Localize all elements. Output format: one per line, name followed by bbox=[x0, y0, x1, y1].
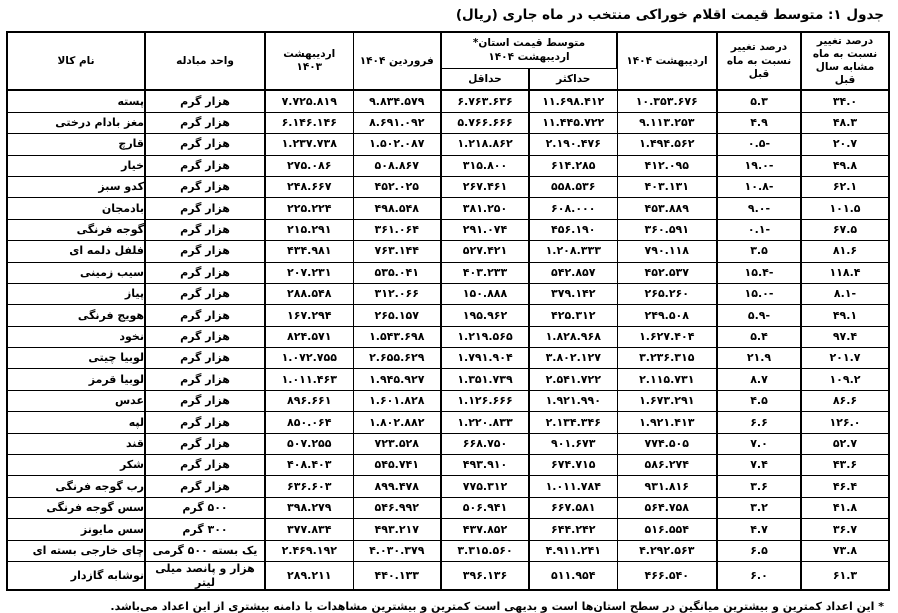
table-row bbox=[7, 326, 889, 347]
table-row bbox=[7, 348, 889, 369]
cell-farvardin-1404-price: ۵۴۵.۷۴۱ bbox=[353, 455, 441, 476]
cell-trade-unit: هزار گرم bbox=[145, 433, 265, 454]
cell-ordibehesht-1403-price: ۲۸۹.۲۱۱ bbox=[265, 561, 353, 590]
table-row bbox=[7, 283, 889, 304]
cell-min-price: ۳.۳۱۵.۵۶۰ bbox=[441, 540, 529, 561]
cell-max-price: ۲.۱۹۰.۴۷۶ bbox=[529, 134, 617, 155]
cell-farvardin-1404-price: ۴۵۲.۰۲۵ bbox=[353, 176, 441, 197]
header-province-price-title: متوسط قیمت استان* bbox=[472, 37, 586, 50]
cell-farvardin-1404-price: ۱.۸۰۲.۸۸۲ bbox=[353, 412, 441, 433]
cell-pct-change-year: ۴۳.۶ bbox=[801, 455, 889, 476]
cell-pct-change-year: ۵۲.۷ bbox=[801, 433, 889, 454]
cell-goods-name: خیار bbox=[7, 155, 145, 176]
cell-goods-name: لوبیا چیتی bbox=[7, 348, 145, 369]
cell-avg-price: ۵۶۴.۷۵۸ bbox=[617, 497, 717, 518]
cell-trade-unit: هزار گرم bbox=[145, 348, 265, 369]
header-pct-change-prev-line2: نسبت به ماه bbox=[726, 54, 792, 67]
table-row bbox=[7, 561, 889, 590]
table-row bbox=[7, 433, 889, 454]
cell-avg-price: ۴۵۲.۵۳۷ bbox=[617, 262, 717, 283]
cell-max-price: ۶۴۴.۲۴۲ bbox=[529, 519, 617, 540]
header-trade-unit: واحد مبادله bbox=[145, 32, 265, 91]
cell-max-price: ۹۰۱.۶۷۳ bbox=[529, 433, 617, 454]
cell-pct-change-prev: ۵.۴ bbox=[717, 326, 801, 347]
cell-avg-price: ۲۴۹.۵۰۸ bbox=[617, 305, 717, 326]
cell-avg-price: ۹.۱۱۳.۲۵۳ bbox=[617, 112, 717, 133]
cell-farvardin-1404-price: ۴۹۳.۲۱۷ bbox=[353, 519, 441, 540]
table-body bbox=[7, 90, 889, 590]
cell-pct-change-prev: ۸.۷ bbox=[717, 369, 801, 390]
cell-max-price: ۵۴۲.۸۵۷ bbox=[529, 262, 617, 283]
cell-ordibehesht-1403-price: ۱.۰۷۲.۷۵۵ bbox=[265, 348, 353, 369]
cell-pct-change-prev: ۵.۳ bbox=[717, 90, 801, 112]
cell-min-price: ۱.۲۱۹.۵۶۵ bbox=[441, 326, 529, 347]
cell-ordibehesht-1403-price: ۴۰۸.۴۰۳ bbox=[265, 455, 353, 476]
cell-max-price: ۶۶۷.۵۸۱ bbox=[529, 497, 617, 518]
table-row bbox=[7, 519, 889, 540]
cell-pct-change-year: ۸۶.۶ bbox=[801, 390, 889, 411]
cell-trade-unit: هزار گرم bbox=[145, 155, 265, 176]
header-pct-change-year-line1: درصد تغییر bbox=[816, 34, 874, 47]
cell-avg-price: ۴۰۳.۱۳۱ bbox=[617, 176, 717, 197]
cell-goods-name: سس گوجه فرنگی bbox=[7, 497, 145, 518]
cell-goods-name: لوبیا قرمز bbox=[7, 369, 145, 390]
header-pct-change-prev bbox=[717, 32, 801, 91]
cell-max-price: ۴۵۶.۱۹۰ bbox=[529, 219, 617, 240]
cell-ordibehesht-1403-price: ۷.۷۲۵.۸۱۹ bbox=[265, 90, 353, 112]
cell-pct-change-year: ۱۰۱.۵ bbox=[801, 198, 889, 219]
cell-farvardin-1404-price: ۷۶۳.۱۴۴ bbox=[353, 241, 441, 262]
cell-pct-change-prev: -۱۰.۸ bbox=[717, 176, 801, 197]
header-pct-change-year-line3: مشابه سال قبل bbox=[815, 61, 875, 87]
table-footnote: * این اعداد کمترین و بیشترین میانگین در سطح استان‌ها است و بدیهی است کمترین و بیشترین مشاهدات با دامنه بیشتری از این اعداد می‌باشد. bbox=[110, 600, 884, 613]
cell-pct-change-year: ۴۸.۳ bbox=[801, 112, 889, 133]
header-province-price-group bbox=[441, 32, 617, 69]
cell-pct-change-prev: ۶.۵ bbox=[717, 540, 801, 561]
cell-pct-change-year: ۴۶.۴ bbox=[801, 476, 889, 497]
cell-trade-unit: هزار گرم bbox=[145, 369, 265, 390]
cell-trade-unit: هزار گرم bbox=[145, 305, 265, 326]
cell-goods-name: لپه bbox=[7, 412, 145, 433]
cell-avg-price: ۴۶۶.۵۴۰ bbox=[617, 561, 717, 590]
cell-avg-price: ۹۳۱.۸۱۶ bbox=[617, 476, 717, 497]
cell-avg-price: ۱۰.۳۵۳.۶۷۶ bbox=[617, 90, 717, 112]
cell-ordibehesht-1403-price: ۸۲۴.۵۷۱ bbox=[265, 326, 353, 347]
cell-goods-name: نوشابه گازدار bbox=[7, 561, 145, 590]
cell-goods-name: نخود bbox=[7, 326, 145, 347]
table-row bbox=[7, 219, 889, 240]
cell-min-price: ۱.۷۹۱.۹۰۴ bbox=[441, 348, 529, 369]
cell-min-price: ۶۶۸.۷۵۰ bbox=[441, 433, 529, 454]
cell-max-price: ۴.۹۱۱.۲۴۱ bbox=[529, 540, 617, 561]
cell-farvardin-1404-price: ۷۲۳.۵۲۸ bbox=[353, 433, 441, 454]
cell-ordibehesht-1403-price: ۲۴۸.۶۶۷ bbox=[265, 176, 353, 197]
cell-pct-change-year: -۸.۱ bbox=[801, 283, 889, 304]
cell-pct-change-prev: ۳.۵ bbox=[717, 241, 801, 262]
table-row bbox=[7, 455, 889, 476]
cell-ordibehesht-1403-price: ۲۰۷.۲۳۱ bbox=[265, 262, 353, 283]
cell-trade-unit: هزار گرم bbox=[145, 241, 265, 262]
cell-avg-price: ۱.۴۹۴.۵۶۲ bbox=[617, 134, 717, 155]
cell-min-price: ۴۳۷.۸۵۲ bbox=[441, 519, 529, 540]
cell-trade-unit: ۳۰۰ گرم bbox=[145, 519, 265, 540]
cell-avg-price: ۷۷۴.۵۰۵ bbox=[617, 433, 717, 454]
cell-max-price: ۶۱۴.۲۸۵ bbox=[529, 155, 617, 176]
cell-max-price: ۴۲۵.۳۱۲ bbox=[529, 305, 617, 326]
cell-min-price: ۴۰۳.۲۳۳ bbox=[441, 262, 529, 283]
cell-pct-change-prev: ۶.۰ bbox=[717, 561, 801, 590]
cell-min-price: ۵۰۶.۹۴۱ bbox=[441, 497, 529, 518]
table-row bbox=[7, 369, 889, 390]
cell-avg-price: ۲.۱۱۵.۷۳۱ bbox=[617, 369, 717, 390]
cell-max-price: ۱۱.۴۴۵.۷۲۲ bbox=[529, 112, 617, 133]
cell-max-price: ۱.۸۲۸.۹۶۸ bbox=[529, 326, 617, 347]
table-row bbox=[7, 262, 889, 283]
cell-pct-change-year: ۶۷.۵ bbox=[801, 219, 889, 240]
table-row bbox=[7, 305, 889, 326]
cell-ordibehesht-1403-price: ۲۲۵.۲۲۴ bbox=[265, 198, 353, 219]
cell-min-price: ۷۷۵.۳۱۲ bbox=[441, 476, 529, 497]
cell-avg-price: ۴۱۲.۰۹۵ bbox=[617, 155, 717, 176]
cell-goods-name: قارچ bbox=[7, 134, 145, 155]
cell-pct-change-prev: -۱۵.۰ bbox=[717, 283, 801, 304]
cell-goods-name: هویج فرنگی bbox=[7, 305, 145, 326]
header-ordibehesht-1403: اردیبهشت ۱۴۰۳ bbox=[265, 32, 353, 91]
cell-trade-unit: هزار گرم bbox=[145, 219, 265, 240]
cell-goods-name: شکر bbox=[7, 455, 145, 476]
cell-ordibehesht-1403-price: ۶.۱۴۶.۱۴۶ bbox=[265, 112, 353, 133]
cell-pct-change-prev: -۱۹.۰ bbox=[717, 155, 801, 176]
cell-max-price: ۵۱۱.۹۵۴ bbox=[529, 561, 617, 590]
cell-pct-change-prev: -۵.۹ bbox=[717, 305, 801, 326]
cell-avg-price: ۴.۲۹۲.۵۶۳ bbox=[617, 540, 717, 561]
cell-min-price: ۴۹۳.۹۱۰ bbox=[441, 455, 529, 476]
cell-ordibehesht-1403-price: ۴۳۴.۹۸۱ bbox=[265, 241, 353, 262]
header-farvardin-1404: فروردین ۱۴۰۴ bbox=[353, 32, 441, 91]
cell-farvardin-1404-price: ۳۱۲.۰۶۶ bbox=[353, 283, 441, 304]
cell-pct-change-prev: ۴.۵ bbox=[717, 390, 801, 411]
cell-pct-change-year: ۶۱.۳ bbox=[801, 561, 889, 590]
table-row bbox=[7, 90, 889, 112]
cell-trade-unit: هزار گرم bbox=[145, 90, 265, 112]
cell-goods-name: مغز بادام درختی bbox=[7, 112, 145, 133]
cell-pct-change-prev: ۶.۶ bbox=[717, 412, 801, 433]
page-title: جدول ۱: متوسط قیمت اقلام خوراکی منتخب در ماه جاری (ریال) bbox=[455, 7, 884, 23]
cell-trade-unit: هزار گرم bbox=[145, 390, 265, 411]
cell-avg-price: ۷۹۰.۱۱۸ bbox=[617, 241, 717, 262]
cell-max-price: ۱.۲۰۸.۳۳۳ bbox=[529, 241, 617, 262]
cell-max-price: ۱.۰۱۱.۷۸۴ bbox=[529, 476, 617, 497]
table-row bbox=[7, 155, 889, 176]
cell-ordibehesht-1403-price: ۲۱۵.۲۹۱ bbox=[265, 219, 353, 240]
cell-pct-change-prev: ۷.۴ bbox=[717, 455, 801, 476]
cell-farvardin-1404-price: ۴.۰۳۰.۳۷۹ bbox=[353, 540, 441, 561]
cell-min-price: ۵.۷۶۶.۶۶۶ bbox=[441, 112, 529, 133]
cell-pct-change-year: ۶۲.۱ bbox=[801, 176, 889, 197]
cell-max-price: ۶۷۴.۷۱۵ bbox=[529, 455, 617, 476]
cell-goods-name: کدو سبز bbox=[7, 176, 145, 197]
cell-pct-change-year: ۳۴.۰ bbox=[801, 90, 889, 112]
cell-avg-price: ۱.۶۷۳.۲۹۱ bbox=[617, 390, 717, 411]
cell-pct-change-year: ۲۰۱.۷ bbox=[801, 348, 889, 369]
cell-goods-name: قند bbox=[7, 433, 145, 454]
cell-farvardin-1404-price: ۵۰۸.۸۶۷ bbox=[353, 155, 441, 176]
cell-min-price: ۲۶۷.۴۶۱ bbox=[441, 176, 529, 197]
table-row bbox=[7, 241, 889, 262]
cell-farvardin-1404-price: ۸۹۹.۴۷۸ bbox=[353, 476, 441, 497]
cell-goods-name: پیاز bbox=[7, 283, 145, 304]
cell-min-price: ۲۹۱.۰۷۴ bbox=[441, 219, 529, 240]
cell-trade-unit: یک بسته ۵۰۰ گرمی bbox=[145, 540, 265, 561]
cell-ordibehesht-1403-price: ۸۹۶.۶۶۱ bbox=[265, 390, 353, 411]
header-goods-name: نام کالا bbox=[7, 32, 145, 91]
cell-pct-change-prev: -۹.۰ bbox=[717, 198, 801, 219]
cell-max-price: ۱.۹۲۱.۹۹۰ bbox=[529, 390, 617, 411]
cell-min-price: ۶.۷۶۳.۶۳۶ bbox=[441, 90, 529, 112]
cell-min-price: ۱.۲۱۸.۸۶۲ bbox=[441, 134, 529, 155]
cell-min-price: ۵۲۷.۴۲۱ bbox=[441, 241, 529, 262]
food-price-table bbox=[6, 31, 890, 592]
cell-goods-name: رب گوجه فرنگی bbox=[7, 476, 145, 497]
cell-farvardin-1404-price: ۳۶۱.۰۶۴ bbox=[353, 219, 441, 240]
cell-max-price: ۵۵۸.۵۳۶ bbox=[529, 176, 617, 197]
cell-pct-change-year: ۱۰۹.۲ bbox=[801, 369, 889, 390]
cell-goods-name: گوجه فرنگی bbox=[7, 219, 145, 240]
cell-farvardin-1404-price: ۲۶۵.۱۵۷ bbox=[353, 305, 441, 326]
cell-pct-change-prev: ۲۱.۹ bbox=[717, 348, 801, 369]
cell-min-price: ۳۸۱.۲۵۰ bbox=[441, 198, 529, 219]
cell-min-price: ۱.۳۵۱.۷۳۹ bbox=[441, 369, 529, 390]
cell-ordibehesht-1403-price: ۱۶۷.۲۹۴ bbox=[265, 305, 353, 326]
cell-min-price: ۳۱۵.۸۰۰ bbox=[441, 155, 529, 176]
cell-pct-change-prev: ۷.۰ bbox=[717, 433, 801, 454]
cell-min-price: ۳۹۶.۱۳۶ bbox=[441, 561, 529, 590]
cell-trade-unit: هزار گرم bbox=[145, 262, 265, 283]
cell-ordibehesht-1403-price: ۵۰۷.۲۵۵ bbox=[265, 433, 353, 454]
cell-avg-price: ۳.۲۳۶.۳۱۵ bbox=[617, 348, 717, 369]
cell-min-price: ۱.۲۲۰.۸۳۳ bbox=[441, 412, 529, 433]
cell-max-price: ۲.۵۴۱.۷۲۲ bbox=[529, 369, 617, 390]
cell-trade-unit: هزار گرم bbox=[145, 112, 265, 133]
cell-pct-change-prev: ۳.۲ bbox=[717, 497, 801, 518]
cell-farvardin-1404-price: ۵۳۵.۰۴۱ bbox=[353, 262, 441, 283]
cell-pct-change-prev: ۳.۶ bbox=[717, 476, 801, 497]
cell-avg-price: ۱.۹۲۱.۴۱۳ bbox=[617, 412, 717, 433]
table-header bbox=[7, 32, 889, 91]
cell-trade-unit: هزار گرم bbox=[145, 198, 265, 219]
cell-farvardin-1404-price: ۱.۶۰۱.۸۲۸ bbox=[353, 390, 441, 411]
cell-min-price: ۱۹۵.۹۶۲ bbox=[441, 305, 529, 326]
cell-trade-unit: هزار گرم bbox=[145, 134, 265, 155]
cell-pct-change-year: ۱۱۸.۴ bbox=[801, 262, 889, 283]
header-avg-ordibehesht-1404: اردیبهشت ۱۴۰۴ bbox=[617, 32, 717, 91]
cell-farvardin-1404-price: ۲.۶۵۵.۶۲۹ bbox=[353, 348, 441, 369]
cell-max-price: ۳.۸۰۲.۱۲۷ bbox=[529, 348, 617, 369]
cell-trade-unit: هزار گرم bbox=[145, 476, 265, 497]
cell-min-price: ۱۵۰.۸۸۸ bbox=[441, 283, 529, 304]
cell-farvardin-1404-price: ۵۴۶.۹۹۲ bbox=[353, 497, 441, 518]
table-row bbox=[7, 112, 889, 133]
cell-pct-change-year: ۸۱.۶ bbox=[801, 241, 889, 262]
cell-pct-change-year: ۳۶.۷ bbox=[801, 519, 889, 540]
cell-ordibehesht-1403-price: ۳۷۷.۸۳۴ bbox=[265, 519, 353, 540]
cell-pct-change-prev: -۰.۱ bbox=[717, 219, 801, 240]
header-pct-change-year bbox=[801, 32, 889, 91]
header-pct-change-prev-line1: درصد تغییر bbox=[730, 41, 788, 54]
cell-pct-change-year: ۴۱.۸ bbox=[801, 497, 889, 518]
table-row bbox=[7, 412, 889, 433]
cell-avg-price: ۱.۶۲۷.۴۰۴ bbox=[617, 326, 717, 347]
cell-farvardin-1404-price: ۹.۸۳۴.۵۷۹ bbox=[353, 90, 441, 112]
cell-trade-unit: هزار گرم bbox=[145, 326, 265, 347]
cell-pct-change-prev: ۴.۹ bbox=[717, 112, 801, 133]
table-row bbox=[7, 390, 889, 411]
cell-pct-change-year: ۴۹.۸ bbox=[801, 155, 889, 176]
cell-goods-name: فلفل دلمه ای bbox=[7, 241, 145, 262]
cell-farvardin-1404-price: ۱.۵۰۲.۰۸۷ bbox=[353, 134, 441, 155]
header-pct-change-prev-line3: قبل bbox=[748, 67, 770, 80]
table-row bbox=[7, 134, 889, 155]
cell-trade-unit: هزار و پانصد میلی لیتر bbox=[145, 561, 265, 590]
cell-ordibehesht-1403-price: ۸۵۰.۰۶۴ bbox=[265, 412, 353, 433]
cell-pct-change-year: ۲۰.۷ bbox=[801, 134, 889, 155]
table-row bbox=[7, 176, 889, 197]
cell-pct-change-year: ۷۳.۸ bbox=[801, 540, 889, 561]
table-row bbox=[7, 476, 889, 497]
cell-goods-name: عدس bbox=[7, 390, 145, 411]
header-pct-change-year-line2: نسبت به ماه bbox=[812, 48, 878, 61]
cell-trade-unit: هزار گرم bbox=[145, 412, 265, 433]
header-min: حداقل bbox=[441, 69, 529, 91]
table-row bbox=[7, 497, 889, 518]
table-row bbox=[7, 540, 889, 561]
header-province-price-month: اردیبهشت ۱۴۰۴ bbox=[488, 50, 570, 63]
table-row bbox=[7, 198, 889, 219]
cell-avg-price: ۵۱۶.۵۵۴ bbox=[617, 519, 717, 540]
cell-farvardin-1404-price: ۸.۶۹۱.۰۹۲ bbox=[353, 112, 441, 133]
cell-pct-change-year: ۱۲۶.۰ bbox=[801, 412, 889, 433]
cell-goods-name: چای خارجی بسته ای bbox=[7, 540, 145, 561]
cell-avg-price: ۳۶۰.۵۹۱ bbox=[617, 219, 717, 240]
cell-ordibehesht-1403-price: ۲.۴۶۹.۱۹۲ bbox=[265, 540, 353, 561]
cell-farvardin-1404-price: ۱.۹۴۵.۹۲۷ bbox=[353, 369, 441, 390]
cell-farvardin-1404-price: ۱.۵۴۳.۶۹۸ bbox=[353, 326, 441, 347]
cell-ordibehesht-1403-price: ۳۹۸.۲۷۹ bbox=[265, 497, 353, 518]
cell-avg-price: ۲۶۵.۲۶۰ bbox=[617, 283, 717, 304]
cell-farvardin-1404-price: ۴۴۰.۱۳۳ bbox=[353, 561, 441, 590]
cell-pct-change-prev: ۴.۷ bbox=[717, 519, 801, 540]
cell-goods-name: پسته bbox=[7, 90, 145, 112]
cell-pct-change-year: ۹۷.۴ bbox=[801, 326, 889, 347]
cell-pct-change-prev: -۰.۵ bbox=[717, 134, 801, 155]
cell-trade-unit: هزار گرم bbox=[145, 176, 265, 197]
cell-pct-change-prev: -۱۵.۴ bbox=[717, 262, 801, 283]
cell-trade-unit: هزار گرم bbox=[145, 455, 265, 476]
cell-farvardin-1404-price: ۴۹۸.۵۴۸ bbox=[353, 198, 441, 219]
header-max: حداکثر bbox=[529, 69, 617, 91]
cell-max-price: ۳۷۹.۱۴۲ bbox=[529, 283, 617, 304]
cell-max-price: ۱۱.۶۹۸.۴۱۲ bbox=[529, 90, 617, 112]
cell-max-price: ۶۰۸.۰۰۰ bbox=[529, 198, 617, 219]
cell-ordibehesht-1403-price: ۲۷۵.۰۸۶ bbox=[265, 155, 353, 176]
cell-min-price: ۱.۱۲۶.۶۶۶ bbox=[441, 390, 529, 411]
cell-avg-price: ۵۸۶.۲۷۴ bbox=[617, 455, 717, 476]
cell-max-price: ۲.۱۳۴.۳۴۶ bbox=[529, 412, 617, 433]
cell-trade-unit: هزار گرم bbox=[145, 283, 265, 304]
cell-ordibehesht-1403-price: ۶۳۶.۶۰۳ bbox=[265, 476, 353, 497]
cell-trade-unit: ۵۰۰ گرم bbox=[145, 497, 265, 518]
cell-goods-name: سیب زمینی bbox=[7, 262, 145, 283]
cell-ordibehesht-1403-price: ۲۸۸.۵۴۸ bbox=[265, 283, 353, 304]
cell-goods-name: بادمجان bbox=[7, 198, 145, 219]
cell-ordibehesht-1403-price: ۱.۰۱۱.۴۶۳ bbox=[265, 369, 353, 390]
cell-pct-change-year: ۴۹.۱ bbox=[801, 305, 889, 326]
cell-avg-price: ۴۵۳.۸۸۹ bbox=[617, 198, 717, 219]
cell-goods-name: سس مایونز bbox=[7, 519, 145, 540]
cell-ordibehesht-1403-price: ۱.۲۳۷.۷۳۸ bbox=[265, 134, 353, 155]
